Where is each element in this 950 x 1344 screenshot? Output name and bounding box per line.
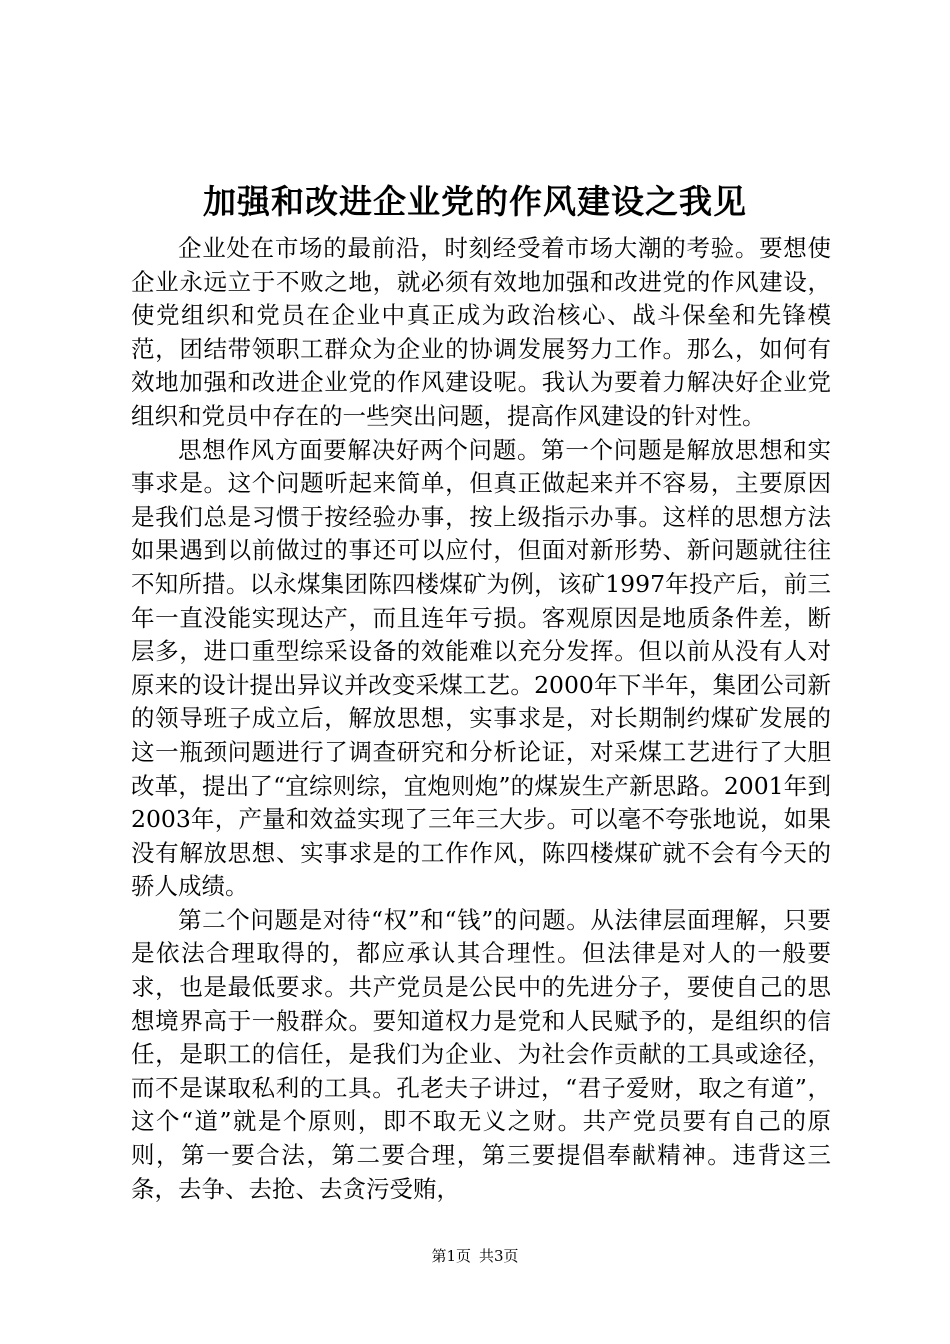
page-number: 第1页 [431,1247,471,1265]
paragraph-thinking-style: 思想作风方面要解决好两个问题。第一个问题是解放思想和实事求是。这个问题听起来简单，但真正做起来并不容易，主要原因是我们总是习惯于按经验办事，按上级指示办事。这样的思想方法如果遇到以前做过的事还可以应付，但面对新形势、新问题就往往不知所措。以永煤集团陈四楼煤矿为例，该矿1997年投产后，前三年一直没能实现达产，而且连年亏损。客观原因是地质条件差，断层多，进口重型综采设备的效能难以充分发挥。但以前从没有人对原来的设计提出异议并改变采煤工艺。2000年下半年，集团公司新的领导班子成立后，解放思想，实事求是，对长期制约煤矿发展的这一瓶颈问题进行了调查研究和分析论证，对采煤工艺进行了大胆改革，提出了“宜综则综，宜炮则炮”的煤炭生产新思路。2001年到2003年，产量和效益实现了三年三大步。可以毫不夸张地说，如果没有解放思想、实事求是的工作作风，陈四楼煤矿就不会有今天的骄人成绩。 [131,435,831,901]
document-title: 加强和改进企业党的作风建设之我见 [203,182,747,221]
page-total: 共3页 [479,1247,519,1265]
document-body [131,232,831,1206]
paragraph-power-and-money: 第二个问题是对待“权”和“钱”的问题。从法律层面理解，只要是依法合理取得的，都应承认其合理性。但法律是对人的一般要求，也是最低要求。共产党员是公民中的先进分子，要使自己的思想境界高于一般群众。要知道权力是党和人民赋予的，是组织的信任，是职工的信任，是我们为企业、为社会作贡献的工具或途径，而不是谋取私利的工具。孔老夫子讲过，“君子爱财，取之有道”，这个“道”就是个原则，即不取无义之财。共产党员要有自己的原则，第一要合法，第二要合理，第三要提倡奉献精神。违背这三条，去争、去抢、去贪污受贿， [131,905,831,1203]
page-footer [0,1246,950,1266]
paragraph-intro: 企业处在市场的最前沿，时刻经受着市场大潮的考验。要想使企业永远立于不败之地，就必须有效地加强和改进党的作风建设，使党组织和党员在企业中真正成为政治核心、战斗保垒和先锋模范，团结带领职工群众为企业的协调发展努力工作。那么，如何有效地加强和改进企业党的作风建设呢。我认为要着力解决好企业党组织和党员中存在的一些突出问题，提高作风建设的针对性。 [131,234,831,430]
